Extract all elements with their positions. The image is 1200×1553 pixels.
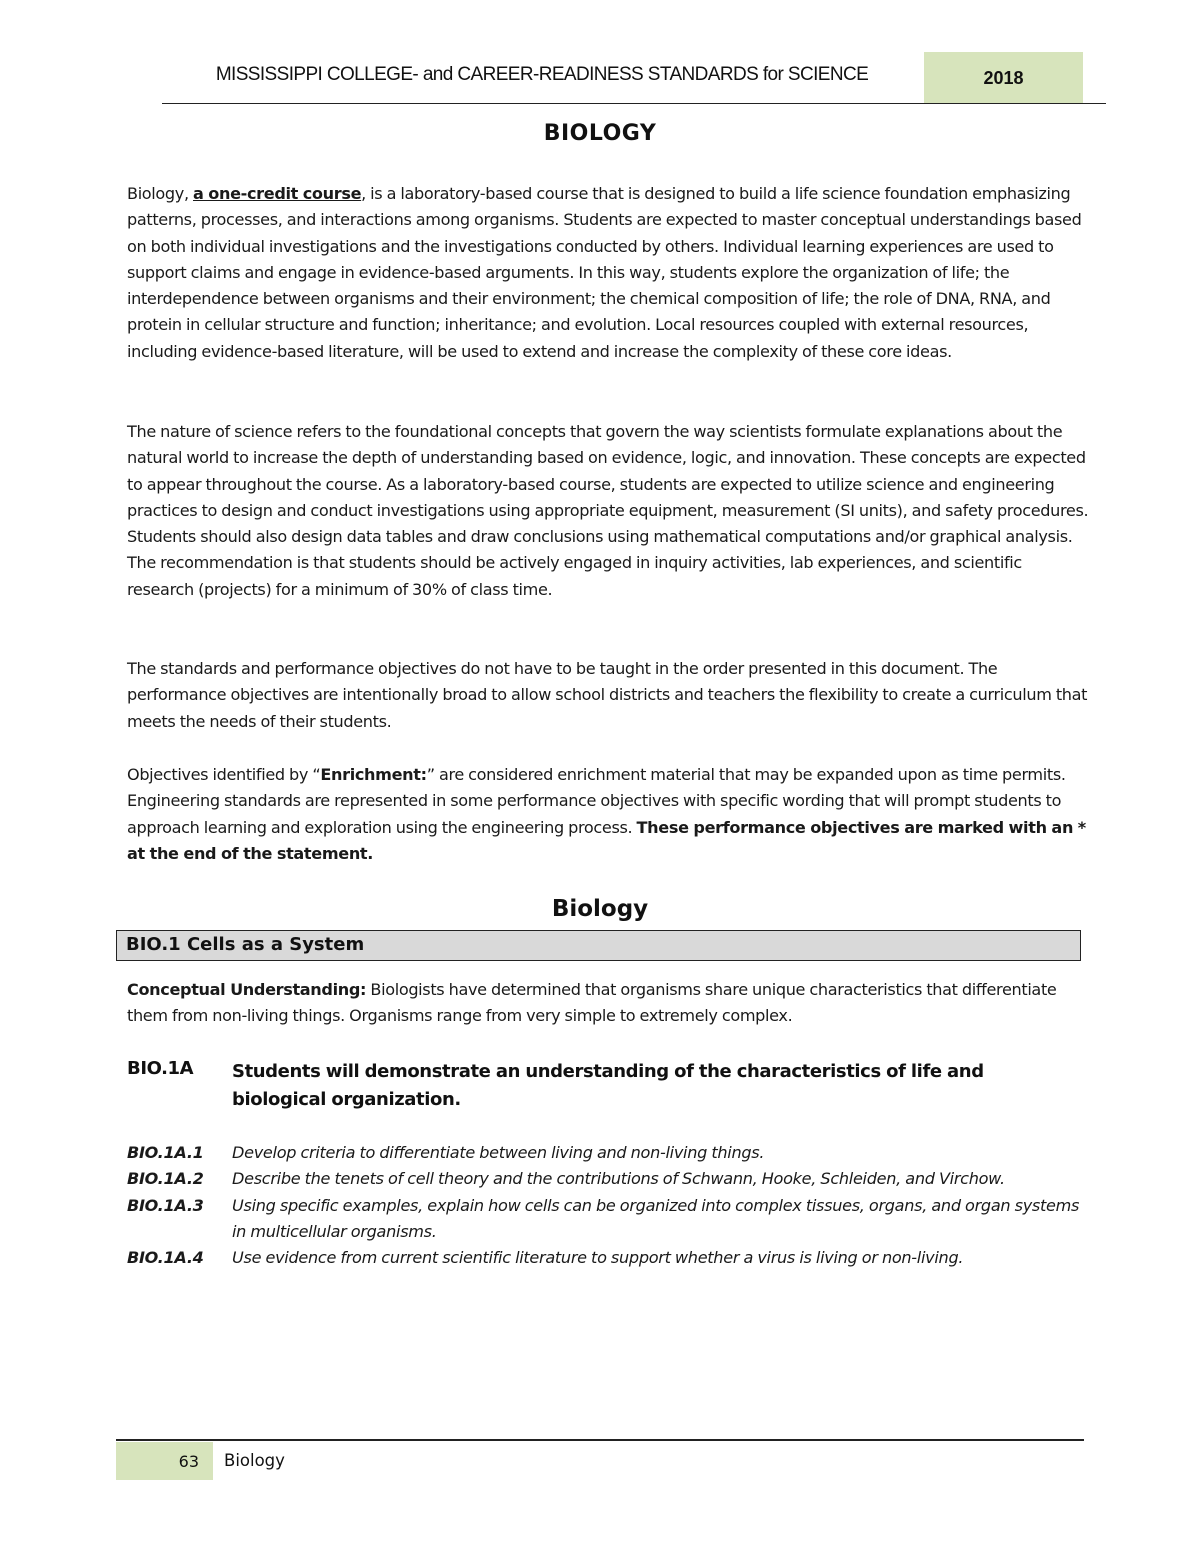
intro-paragraph-3: The standards and performance objectives do not have to be taught in the order presented in this document. The performance objectives are intentionally broad to allow school districts and teachers the flexibility to create a curriculum that meets the needs of their students. <box>127 659 1088 731</box>
objective-row <box>127 1166 1092 1192</box>
objective-row <box>127 1140 1092 1166</box>
objective-code: BIO.1A.4 <box>127 1248 204 1268</box>
objective-code: BIO.1A.1 <box>127 1143 204 1162</box>
page-number-badge: 63 <box>116 1442 213 1480</box>
objective-code: BIO.1A.3 <box>127 1195 204 1215</box>
footer-divider <box>116 1439 1084 1441</box>
header-year-badge: 2018 <box>924 52 1083 104</box>
standard-group-box: BIO.1 Cells as a System <box>116 930 1081 961</box>
intro-p4-start: Objectives identified by “ <box>127 765 321 784</box>
running-header-title: MISSISSIPPI COLLEGE- and CAREER-READINESS STANDARDS for SCIENCE <box>215 64 869 85</box>
conceptual-understanding <box>127 977 1092 1030</box>
intro-paragraph-4 <box>127 762 1092 867</box>
objective-row <box>127 1245 1092 1271</box>
objective-list <box>127 1140 1092 1271</box>
intro-paragraph-2: The nature of science refers to the foundational concepts that govern the way scientists formulate explanations about the natural world to increase the depth of understanding based on evidence, logic, and innovation. These concepts are expected to appear throughout the course. As a laboratory-based course, students are expected to utilize science and engineering practices to design and conduct investigations using appropriate equipment, measurement (SI units), and safety procedures. Students should also design data tables and draw conclusions using mathematical computations and/or graphical analysis. The recommendation is that students should be actively engaged in inquiry activities, lab experiences, and scientific research (projects) for a minimum of 30% of class time. <box>127 422 1089 599</box>
objective-text: Using specific examples, explain how cells can be organized into complex tissues, organs, and organ systems in multicellular organisms. <box>232 1195 1080 1241</box>
cu-label: Conceptual Understanding: <box>127 980 367 999</box>
page-title: BIOLOGY <box>543 121 657 146</box>
header-divider <box>162 103 1106 104</box>
objective-text: Describe the tenets of cell theory and the contributions of Schwann, Hooke, Schleiden, and Virchow. <box>232 1169 1005 1189</box>
intro-p1-rest: , is a laboratory-based course that is designed to build a life science foundation emphasizing patterns, processes, and interactions among organisms. Students are expected to master conceptual understandings based on both individual investigations and the investigations conducted by others. Individual learning experiences are used to support claims and engage in evidence-based arguments. In this way, students explore the organization of life; the interdependence between organisms and their environment; the chemical composition of life; the role of DNA, RNA, and protein in cellular structure and function; inheritance; and evolution. Local resources coupled with external resources, including evidence-based literature, will be used to extend and increase the complexity of these core ideas. <box>127 184 1082 361</box>
standard-statement: Students will demonstrate an understanding of the characteristics of life and biological organization. <box>232 1061 984 1110</box>
objective-text: Use evidence from current scientific literature to support whether a virus is living or non-living. <box>232 1248 964 1268</box>
standard-code: BIO.1A <box>127 1058 194 1079</box>
objective-code: BIO.1A.2 <box>127 1169 204 1189</box>
enrichment-term: Enrichment: <box>320 765 427 784</box>
engineering-note: These performance objectives are marked with an * at the end of the statement. <box>127 817 1086 863</box>
objective-row <box>127 1193 1092 1246</box>
intro-p1-start: Biology, <box>127 184 193 203</box>
section-heading: Biology <box>551 896 649 922</box>
one-credit-course-link[interactable]: a one-credit course <box>193 184 362 203</box>
intro-paragraph-1 <box>127 181 1092 365</box>
objective-text: Develop criteria to differentiate between living and non-living things. <box>232 1143 765 1162</box>
footer-label: Biology <box>224 1451 285 1470</box>
intro-p4-middle: ” are considered enrichment material that may be expanded upon as time permits. Engineering standards are represented in some performance objectives with specific wording that will prompt students to approach learning and exploration using the engineering process. <box>127 765 1066 837</box>
cu-text: Biologists have determined that organisms share unique characteristics that differentiate them from non-living things. Organisms range from very simple to extremely complex. <box>127 980 1057 1026</box>
